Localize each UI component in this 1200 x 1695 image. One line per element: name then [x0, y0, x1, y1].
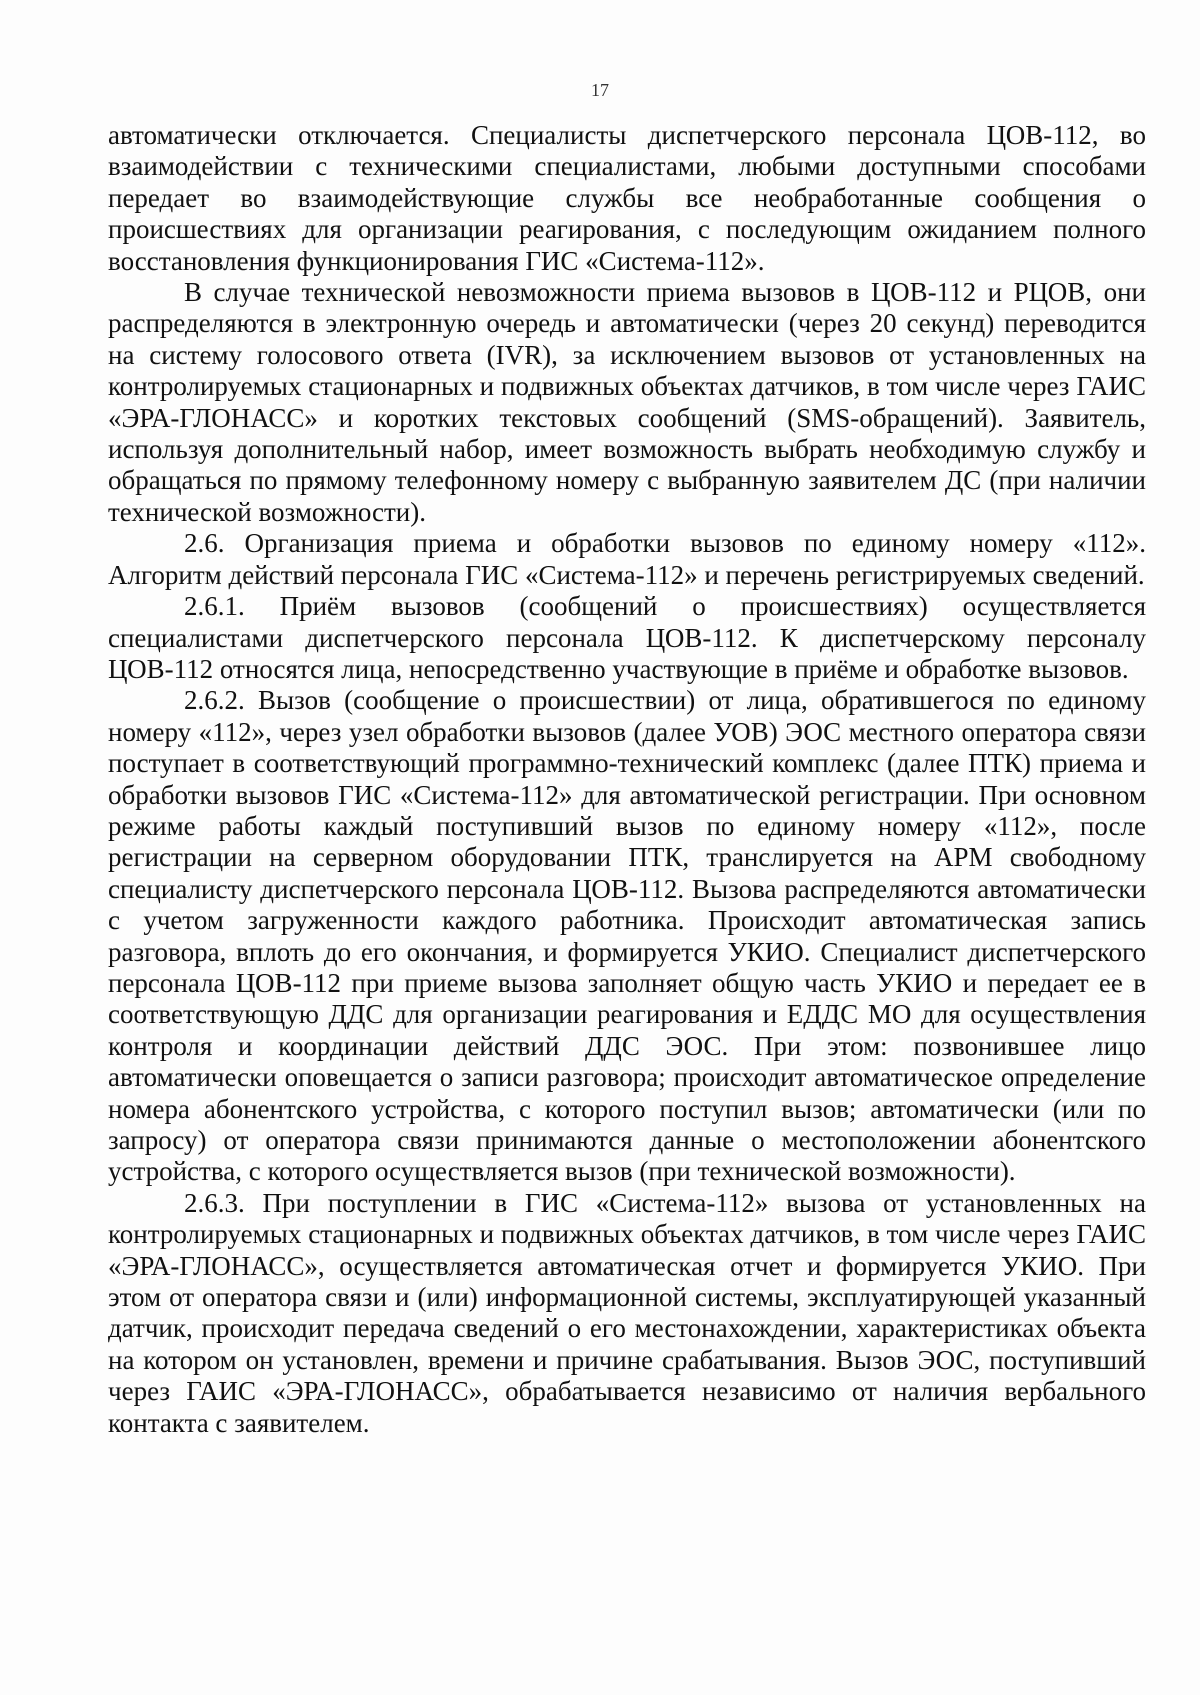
section-heading-2-6: 2.6. Организация приема и обработки вызовов по единому номеру «112». Алгоритм действий персонала ГИС «Система-112» и перечень регистрируемых сведений.	[108, 528, 1146, 590]
page-number: 17	[591, 80, 609, 100]
paragraph-2-6-1: 2.6.1. Приём вызовов (сообщений о происшествиях) осуществляется специалистами диспетчерского персонала ЦОВ-112. К диспетчерскому персоналу ЦОВ-112 относятся лица, непосредственно участвующие в приёме и обработке вызовов.	[108, 591, 1146, 684]
paragraph-2-6-3: 2.6.3. При поступлении в ГИС «Система-112» вызова от установленных на контролируемых стационарных и подвижных объектах датчиков, в том числе через ГАИС «ЭРА-ГЛОНАСС», осуществляется автоматическая отчет и формируется УКИО. При этом от оператора связи и (или) информационной системы, эксплуатирующей указанный датчик, происходит передача сведений о его местонахождении, характеристиках объекта на котором он установлен, времени и причине срабатывания. Вызов ЭОС, поступивший через ГАИС «ЭРА-ГЛОНАСС», обрабатывается независимо от наличия вербального контакта с заявителем.	[108, 1187, 1146, 1438]
paragraph-technical-failure: В случае технической невозможности приема вызовов в ЦОВ-112 и РЦОВ, они распределяются в электронную очередь и автоматически (через 20 секунд) переводится на систему голосового ответа (IVR), за исключением вызовов от установленных на контролируемых стационарных и подвижных объектах датчиков, в том числе через ГАИС «ЭРА-ГЛОНАСС» и коротких текстовых сообщений (SMS-обращений). Заявитель, используя дополнительный набор, имеет возможность выбрать необходимую службу и обращаться по прямому телефонному номеру с выбранную заявителем ДС (при наличии технической возможности).	[108, 277, 1146, 527]
paragraph-continuation: автоматически отключается. Специалисты диспетчерского персонала ЦОВ-112, во взаимодействии с техническими специалистами, любыми доступными способами передает во взаимодействующие службы все необработанные сообщения о происшествиях для организации реагирования, с последующим ожиданием полного восстановления функционирования ГИС «Система-112».	[108, 120, 1146, 276]
document-body	[108, 120, 1146, 1439]
paragraph-2-6-2: 2.6.2. Вызов (сообщение о происшествии) от лица, обратившегося по единому номеру «112», через узел обработки вызовов (далее УОВ) ЭОС местного оператора связи поступает в соответствующий программно-технический комплекс (далее ПТК) приема и обработки вызовов ГИС «Система-112» для автоматической регистрации. При основном режиме работы каждый поступивший вызов по единому номеру «112», после регистрации на серверном оборудовании ПТК, транслируется на АРМ свободному специалисту диспетчерского персонала ЦОВ-112. Вызова распределяются автоматически с учетом загруженности каждого работника. Происходит автоматическая запись разговора, вплоть до его окончания, и формируется УКИО. Специалист диспетчерского персонала ЦОВ-112 при приеме вызова заполняет общую часть УКИО и передает ее в соответствующую ДДС для организации реагирования и ЕДДС МО для осуществления контроля и координации действий ДДС ЭОС. При этом: позвонившее лицо автоматически оповещается о записи разговора; происходит автоматическое определение номера абонентского устройства, с которого поступил вызов; автоматически (или по запросу) от оператора связи принимаются данные о местоположении абонентского устройства, с которого осуществляется вызов (при технической возможности).	[108, 685, 1146, 1187]
